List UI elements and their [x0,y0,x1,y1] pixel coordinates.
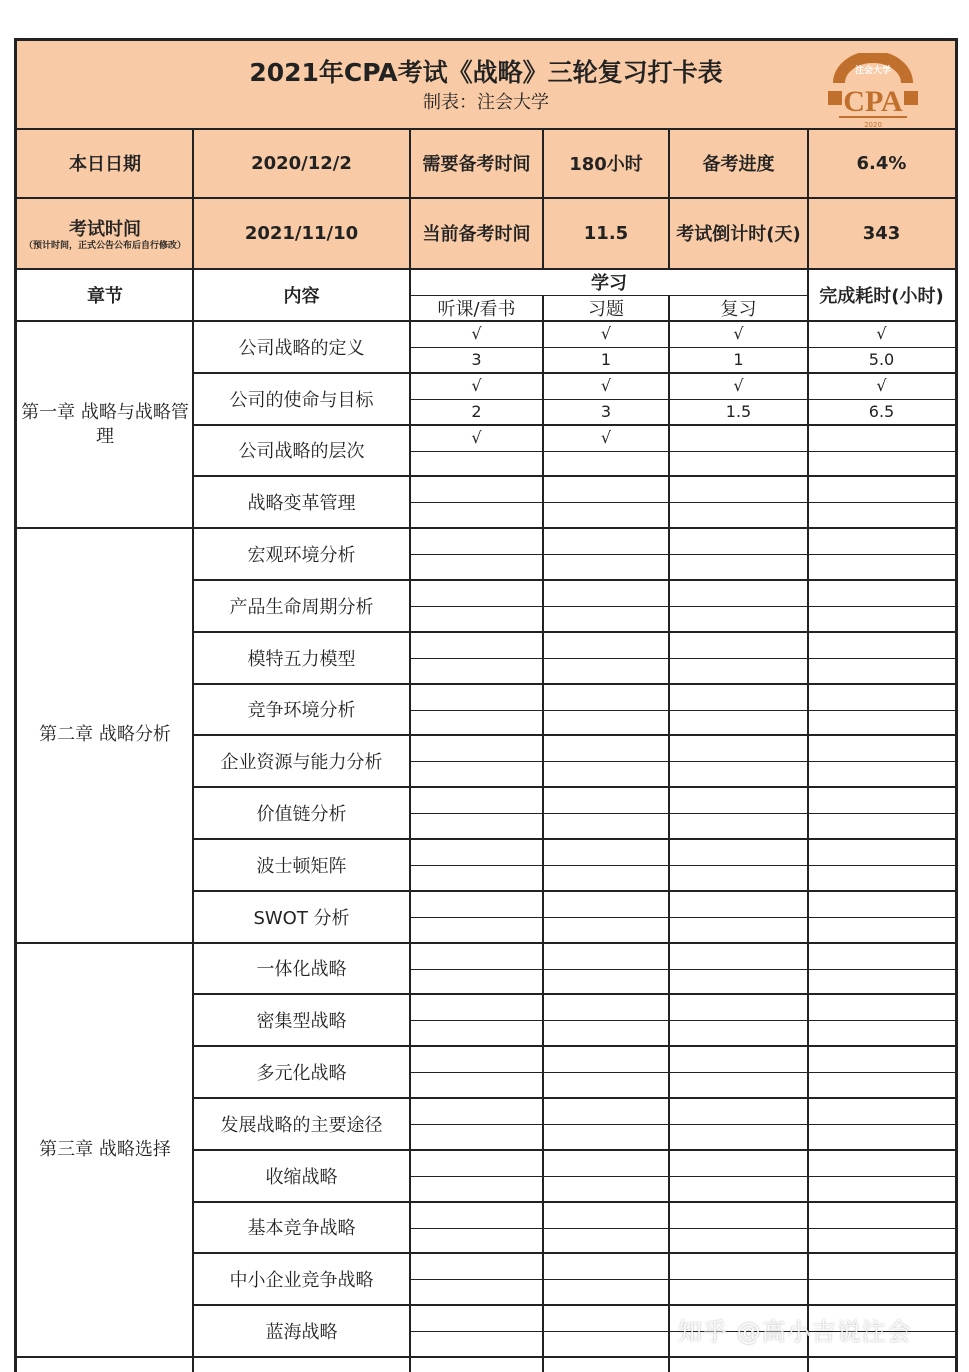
value-cell [543,1020,669,1046]
value-cell [410,606,543,632]
check-cell [669,735,808,761]
check-cell [669,839,808,865]
check-cell [808,839,955,865]
check-cell [543,528,669,554]
check-cell [410,476,543,502]
check-cell [669,632,808,658]
check-cell: √ [733,324,744,344]
topic-cell: 竞争环境分析 [247,700,356,722]
check-cell [543,684,669,710]
check-cell [669,580,808,606]
check-cell [543,787,669,813]
value-cell [669,1124,808,1150]
value-cell [543,1072,669,1098]
check-cell [543,994,669,1020]
check-cell [543,943,669,969]
current-time-value: 11.5 [583,222,629,244]
check-cell [669,528,808,554]
topic-cell: 一体化战略 [256,959,347,981]
chapter-name: 第二章 战略分析 [39,724,171,746]
topic-cell: 发展战略的主要途径 [220,1114,383,1136]
check-cell [410,632,543,658]
check-cell [410,839,543,865]
check-cell [808,735,955,761]
value-cell [808,1176,955,1202]
check-cell [669,994,808,1020]
value-cell [669,554,808,580]
value-cell: 3 [600,402,612,422]
value-cell [669,761,808,787]
value-cell [410,969,543,995]
check-cell [410,1202,543,1228]
progress-label: 备考进度 [702,154,775,175]
value-cell [543,1124,669,1150]
chapter-name: 第三章 战略选择 [39,1138,171,1160]
value-cell [808,451,955,477]
check-cell [808,1253,955,1279]
watermark: 知乎 @高小吉说注会 [678,1318,912,1346]
check-cell [543,1046,669,1072]
value-cell [543,1279,669,1305]
check-cell [410,1150,543,1176]
check-cell [669,476,808,502]
col-exercise: 习题 [588,299,624,320]
check-cell [808,787,955,813]
check-cell [543,632,669,658]
value-cell [808,1279,955,1305]
value-cell [808,1228,955,1254]
current-time-label: 当前备考时间 [422,224,531,245]
check-cell [808,943,955,969]
topic-cell: 收缩战略 [265,1166,338,1188]
value-cell [808,1124,955,1150]
value-cell [410,1020,543,1046]
check-cell [808,580,955,606]
value-cell [410,1331,543,1357]
check-cell [543,1098,669,1124]
value-cell [669,451,808,477]
check-cell [669,1098,808,1124]
need-time-label: 需要备考时间 [422,154,531,175]
check-cell [543,1305,669,1331]
value-cell [410,761,543,787]
value-cell [669,658,808,684]
value-cell [808,1072,955,1098]
check-cell [543,1202,669,1228]
check-cell [669,1202,808,1228]
countdown-value: 343 [862,222,901,244]
check-cell: √ [733,376,744,396]
col-hours: 完成耗时(小时) [819,286,944,307]
check-cell [410,1046,543,1072]
topic-cell: 多元化战略 [256,1063,347,1085]
topic-cell: 中小企业竞争战略 [229,1270,374,1292]
topic-cell: 公司的使命与目标 [229,389,374,411]
value-cell [669,1020,808,1046]
value-cell [410,710,543,736]
value-cell [410,658,543,684]
value-cell [669,969,808,995]
check-cell [808,994,955,1020]
value-cell [669,813,808,839]
check-cell: √ [471,428,482,448]
col-study: 学习 [591,273,627,294]
countdown-label: 考试倒计时(天) [676,224,801,245]
check-cell: √ [600,428,612,448]
check-cell [669,425,808,451]
check-cell [808,1098,955,1124]
value-cell [808,710,955,736]
check-cell [543,839,669,865]
topic-cell: 公司战略的定义 [238,337,365,359]
today-value: 2020/12/2 [251,152,352,174]
check-cell [410,787,543,813]
value-cell [410,813,543,839]
value-cell [669,1279,808,1305]
check-cell [410,735,543,761]
logo-year: 2020 [864,121,882,129]
value-cell [543,813,669,839]
value-cell: 1 [733,350,744,370]
topic-cell: 基本竞争战略 [247,1218,356,1240]
check-cell [808,1046,955,1072]
check-cell [543,580,669,606]
check-cell [543,1253,669,1279]
value-cell [808,1020,955,1046]
exam-note: （预计时间，正式公告公布后自行修改） [23,240,186,251]
topic-cell: 价值链分析 [256,804,347,826]
value-cell: 6.5 [868,402,895,422]
value-cell [410,502,543,528]
value-cell [808,502,955,528]
check-cell [543,476,669,502]
value-cell [543,1331,669,1357]
check-cell [543,735,669,761]
check-cell: √ [600,376,612,396]
check-cell [669,787,808,813]
check-cell [808,1150,955,1176]
value-cell [543,1176,669,1202]
exam-value: 2021/11/10 [244,222,359,244]
col-review: 复习 [720,299,757,320]
logo-text: CPA [843,85,903,118]
cpa-logo-icon [825,53,921,131]
topic-cell: 战略变革管理 [247,493,356,515]
value-cell [808,969,955,995]
value-cell [543,865,669,891]
value-cell [410,1176,543,1202]
topic-cell: 产品生命周期分析 [229,596,374,618]
check-cell: √ [876,376,887,396]
page-title: 2021年CPA考试《战略》三轮复习打卡表 [249,58,723,87]
check-cell [808,425,955,451]
value-cell [808,606,955,632]
value-cell [543,658,669,684]
check-cell [669,1253,808,1279]
value-cell [410,554,543,580]
check-cell [669,684,808,710]
check-cell [410,891,543,917]
value-cell [669,917,808,943]
topic-cell: 宏观环境分析 [247,545,356,567]
check-cell [410,1305,543,1331]
check-cell [808,684,955,710]
value-cell [669,606,808,632]
check-cell: √ [876,324,887,344]
value-cell: 2 [471,402,482,422]
progress-value: 6.4% [856,152,907,174]
logo-arc-text: 注会大学 [854,66,892,76]
value-cell [808,658,955,684]
chapter-name: 第一章 战略与战略管理 [21,401,189,447]
check-cell [410,528,543,554]
value-cell: 5.0 [868,350,895,370]
value-cell [808,813,955,839]
col-chapter: 章节 [87,286,123,307]
value-cell [543,917,669,943]
value-cell [669,1072,808,1098]
check-cell [410,994,543,1020]
exam-time-cell [17,198,193,268]
need-time-value: 180小时 [569,154,643,175]
col-content: 内容 [283,286,320,307]
check-cell [669,1150,808,1176]
check-cell [543,891,669,917]
exam-label: 考试时间 [69,218,141,240]
check-cell [808,1202,955,1228]
check-cell [543,1150,669,1176]
value-cell [543,606,669,632]
topic-cell: SWOT 分析 [253,907,350,929]
value-cell [543,502,669,528]
value-cell [410,451,543,477]
topic-cell: 公司战略的层次 [238,441,365,463]
value-cell [543,554,669,580]
check-cell [669,943,808,969]
value-cell [543,451,669,477]
topic-cell: 密集型战略 [256,1011,347,1033]
check-cell [410,580,543,606]
value-cell [410,917,543,943]
value-cell [410,1124,543,1150]
check-cell [410,943,543,969]
check-cell [808,528,955,554]
topic-cell: 波士顿矩阵 [256,855,347,877]
value-cell [808,865,955,891]
check-cell [808,632,955,658]
check-cell [410,1253,543,1279]
check-cell [410,1098,543,1124]
value-cell [669,1176,808,1202]
value-cell: 1 [600,350,612,370]
value-cell [808,917,955,943]
value-cell [669,1228,808,1254]
topic-cell: 蓝海战略 [265,1322,338,1344]
value-cell [410,865,543,891]
cpa-logo [825,53,921,131]
topic-cell: 企业资源与能力分析 [220,752,383,774]
check-cell [808,476,955,502]
value-cell [808,554,955,580]
value-cell: 1.5 [725,402,752,422]
check-cell [669,1046,808,1072]
value-cell [808,761,955,787]
check-cell: √ [471,376,482,396]
value-cell [543,761,669,787]
value-cell [669,502,808,528]
value-cell [543,1228,669,1254]
today-label: 本日日期 [69,154,141,175]
check-cell [669,891,808,917]
check-cell: √ [471,324,482,344]
check-cell [410,684,543,710]
value-cell [669,710,808,736]
value-cell: 3 [471,350,482,370]
value-cell [669,865,808,891]
check-cell: √ [600,324,612,344]
page-subtitle: 制表：注会大学 [423,92,549,113]
value-cell [410,1279,543,1305]
value-cell [543,969,669,995]
check-cell [808,891,955,917]
value-cell [410,1072,543,1098]
checkin-table [14,38,958,1372]
col-listen: 听课/看书 [437,299,516,320]
value-cell [410,1228,543,1254]
topic-cell: 模特五力模型 [247,648,356,670]
value-cell [543,710,669,736]
